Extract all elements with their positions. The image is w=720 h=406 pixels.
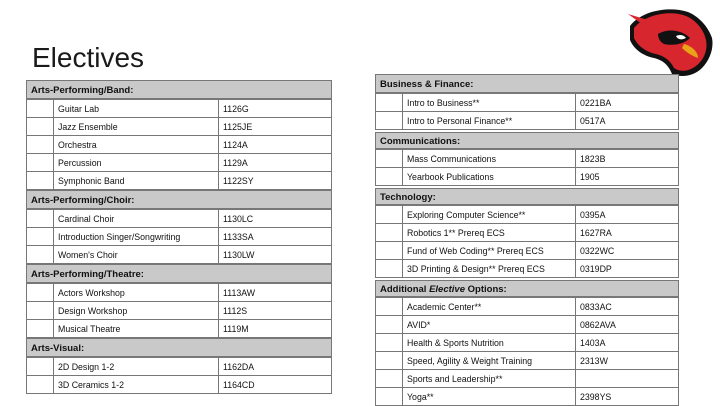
checkbox-cell[interactable] <box>27 210 54 228</box>
course-name: 2D Design 1-2 <box>54 358 219 376</box>
table-row <box>376 298 679 316</box>
course-table <box>375 149 679 186</box>
section-heading: Technology: <box>375 188 679 205</box>
course-code: 0833AC <box>576 298 679 316</box>
course-code: 1119M <box>219 320 332 338</box>
table-row <box>376 352 679 370</box>
checkbox-cell[interactable] <box>27 118 54 136</box>
course-code: 0395A <box>576 206 679 224</box>
table-row <box>27 100 332 118</box>
course-code: 1823B <box>576 150 679 168</box>
section-heading: Communications: <box>375 132 679 149</box>
course-code: 0517A <box>576 112 679 130</box>
table-row <box>376 168 679 186</box>
course-name: Introduction Singer/Songwriting <box>54 228 219 246</box>
course-name: Guitar Lab <box>54 100 219 118</box>
course-code: 1627RA <box>576 224 679 242</box>
table-row <box>376 112 679 130</box>
course-name: 3D Printing & Design** Prereq ECS <box>403 260 576 278</box>
checkbox-cell[interactable] <box>376 206 403 224</box>
checkbox-cell[interactable] <box>376 168 403 186</box>
left-electives-panel <box>26 80 332 394</box>
table-row <box>27 246 332 264</box>
course-code: 1905 <box>576 168 679 186</box>
heading-part: Options: <box>465 284 507 295</box>
course-name: Speed, Agility & Weight Training <box>403 352 576 370</box>
course-code: 1130LW <box>219 246 332 264</box>
checkbox-cell[interactable] <box>27 284 54 302</box>
table-row <box>27 154 332 172</box>
heading-part: Additional <box>380 284 430 295</box>
course-name: Robotics 1** Prereq ECS <box>403 224 576 242</box>
checkbox-cell[interactable] <box>376 334 403 352</box>
checkbox-cell[interactable] <box>376 316 403 334</box>
course-table <box>26 283 332 338</box>
course-name: Mass Communications <box>403 150 576 168</box>
course-name: Jazz Ensemble <box>54 118 219 136</box>
course-name: Intro to Personal Finance** <box>403 112 576 130</box>
table-row <box>376 94 679 112</box>
table-row <box>376 260 679 278</box>
table-row <box>27 302 332 320</box>
checkbox-cell[interactable] <box>376 112 403 130</box>
table-row <box>376 224 679 242</box>
course-code: 0862AVA <box>576 316 679 334</box>
checkbox-cell[interactable] <box>27 136 54 154</box>
table-row <box>376 206 679 224</box>
section-heading: Business & Finance: <box>375 74 679 93</box>
course-name: Yearbook Publications <box>403 168 576 186</box>
section-heading: Arts-Performing/Choir: <box>26 190 332 209</box>
section-heading: Arts-Visual: <box>26 338 332 357</box>
course-code: 1164CD <box>219 376 332 394</box>
course-table <box>375 93 679 130</box>
course-name: Actors Workshop <box>54 284 219 302</box>
course-code: 1112S <box>219 302 332 320</box>
course-name: Cardinal Choir <box>54 210 219 228</box>
table-row <box>376 242 679 260</box>
table-row <box>27 210 332 228</box>
checkbox-cell[interactable] <box>376 388 403 406</box>
checkbox-cell[interactable] <box>376 298 403 316</box>
course-name: Women's Choir <box>54 246 219 264</box>
checkbox-cell[interactable] <box>27 228 54 246</box>
course-code: 1113AW <box>219 284 332 302</box>
course-name: Intro to Business** <box>403 94 576 112</box>
course-name: Percussion <box>54 154 219 172</box>
course-table <box>26 357 332 394</box>
table-row <box>376 316 679 334</box>
course-name: AVID* <box>403 316 576 334</box>
course-name: Design Workshop <box>54 302 219 320</box>
checkbox-cell[interactable] <box>27 172 54 190</box>
section-heading: Arts-Performing/Theatre: <box>26 264 332 283</box>
section-heading <box>375 280 679 297</box>
course-name: Fund of Web Coding** Prereq ECS <box>403 242 576 260</box>
course-name: Musical Theatre <box>54 320 219 338</box>
checkbox-cell[interactable] <box>27 358 54 376</box>
course-code <box>576 370 679 388</box>
checkbox-cell[interactable] <box>376 94 403 112</box>
course-code: 0322WC <box>576 242 679 260</box>
checkbox-cell[interactable] <box>27 100 54 118</box>
course-code: 0221BA <box>576 94 679 112</box>
table-row <box>27 376 332 394</box>
course-name: Orchestra <box>54 136 219 154</box>
right-electives-panel <box>375 74 679 406</box>
course-table <box>26 209 332 264</box>
course-code: 1133SA <box>219 228 332 246</box>
table-row <box>376 334 679 352</box>
course-code: 1403A <box>576 334 679 352</box>
course-name: Sports and Leadership** <box>403 370 576 388</box>
course-table <box>26 99 332 190</box>
course-name: Academic Center** <box>403 298 576 316</box>
course-table <box>375 297 679 406</box>
checkbox-cell[interactable] <box>376 224 403 242</box>
section-heading: Arts-Performing/Band: <box>26 80 332 99</box>
course-code: 2313W <box>576 352 679 370</box>
table-row <box>27 118 332 136</box>
course-name: Symphonic Band <box>54 172 219 190</box>
heading-emphasis: Elective <box>429 284 465 295</box>
checkbox-cell[interactable] <box>27 320 54 338</box>
course-code: 1129A <box>219 154 332 172</box>
checkbox-cell[interactable] <box>27 154 54 172</box>
course-code: 1126G <box>219 100 332 118</box>
table-row <box>27 284 332 302</box>
course-name: 3D Ceramics 1-2 <box>54 376 219 394</box>
course-name: Yoga** <box>403 388 576 406</box>
checkbox-cell[interactable] <box>376 352 403 370</box>
checkbox-cell[interactable] <box>27 302 54 320</box>
table-row <box>27 228 332 246</box>
table-row <box>27 136 332 154</box>
course-code: 0319DP <box>576 260 679 278</box>
table-row <box>27 320 332 338</box>
course-name: Health & Sports Nutrition <box>403 334 576 352</box>
course-code: 1130LC <box>219 210 332 228</box>
checkbox-cell[interactable] <box>27 246 54 264</box>
table-row <box>376 150 679 168</box>
course-code: 1125JE <box>219 118 332 136</box>
course-code: 2398YS <box>576 388 679 406</box>
table-row <box>27 358 332 376</box>
table-row <box>376 370 679 388</box>
course-code: 1124A <box>219 136 332 154</box>
course-code: 1162DA <box>219 358 332 376</box>
checkbox-cell[interactable] <box>376 260 403 278</box>
course-table <box>375 205 679 278</box>
checkbox-cell[interactable] <box>376 150 403 168</box>
table-row <box>376 388 679 406</box>
table-row <box>27 172 332 190</box>
cardinal-mascot-icon <box>624 4 716 80</box>
checkbox-cell[interactable] <box>376 370 403 388</box>
checkbox-cell[interactable] <box>27 376 54 394</box>
course-code: 1122SY <box>219 172 332 190</box>
checkbox-cell[interactable] <box>376 242 403 260</box>
slide-title: Electives <box>32 42 145 73</box>
course-name: Exploring Computer Science** <box>403 206 576 224</box>
